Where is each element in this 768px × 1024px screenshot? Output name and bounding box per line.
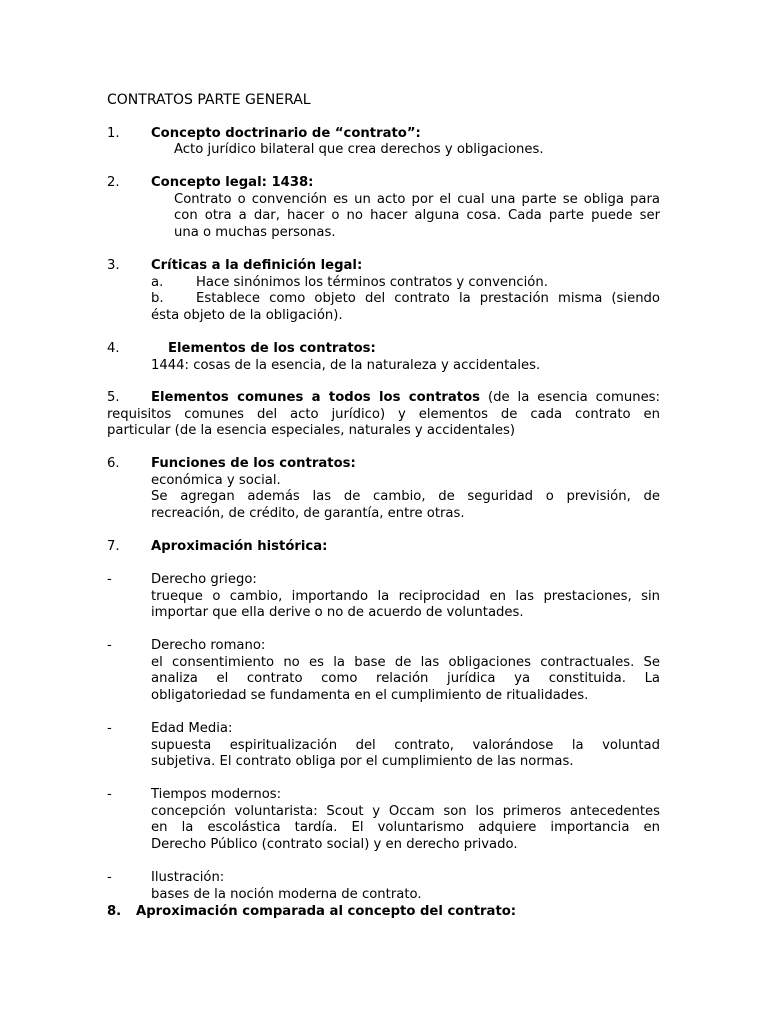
section-4-text: 1444: cosas de la esencia, de la naturaleza y accidentales. [151, 358, 541, 373]
document-title: CONTRATOS PARTE GENERAL [107, 92, 311, 108]
hist-4-dash: - [107, 870, 112, 885]
section-5-heading: Elementos comunes a todos los contratos [151, 390, 480, 405]
hist-3-dash: - [107, 787, 112, 802]
section-4-heading: Elementos de los contratos: [168, 341, 376, 356]
section-5-line-1 [151, 390, 660, 407]
hist-0-title: Derecho griego: [151, 572, 257, 587]
section-3-heading: Críticas a la definición legal: [151, 258, 363, 273]
hist-0-line-2: importar que ella derive o no de acuerdo de voluntades. [151, 605, 524, 620]
section-6-heading: Funciones de los contratos: [151, 456, 356, 471]
section-6-number: 6. [107, 456, 120, 471]
section-5-line-3: particular (de la esencia especiales, naturales y accidentales) [107, 423, 516, 438]
section-1-number: 1. [107, 126, 120, 141]
section-5-line-1-rest: (de la esencia comunes: [487, 390, 660, 405]
section-5-number: 5. [107, 390, 120, 405]
section-2-line-1: Contrato o convención es un acto por el cual una parte se obliga para [174, 192, 660, 207]
section-6-line-2: Se agregan además las de cambio, de seguridad o previsión, de [151, 489, 660, 504]
hist-3-line-1: concepción voluntarista: Scout y Occam son los primeros antecedentes [151, 804, 660, 819]
hist-1-line-3: obligatoriedad se fundamenta en el cumplimiento de ritualidades. [151, 688, 589, 703]
hist-3-line-3: Derecho Público (contrato social) y en derecho privado. [151, 837, 518, 852]
hist-3-title: Tiempos modernos: [151, 787, 282, 802]
section-1-heading: Concepto doctrinario de “contrato”: [151, 126, 421, 141]
section-1-text: Acto jurídico bilateral que crea derechos y obligaciones. [174, 142, 544, 157]
section-8-number: 8. [107, 904, 122, 919]
hist-1-dash: - [107, 638, 112, 653]
section-6-line-3: recreación, de crédito, de garantía, entre otras. [151, 506, 465, 521]
hist-2-line-2: subjetiva. El contrato obliga por el cumplimiento de las normas. [151, 754, 574, 769]
section-7-number: 7. [107, 539, 120, 554]
section-2-line-3: una o muchas personas. [174, 225, 336, 240]
section-2-number: 2. [107, 175, 120, 190]
hist-1-line-2: analiza el contrato como relación jurídica ya constituida. La [151, 671, 660, 686]
hist-3-line-2: en la escolástica tardía. El voluntarismo adquiere importancia en [151, 820, 660, 835]
section-6-line-1: económica y social. [151, 473, 281, 488]
section-3-item-b-label: b. [151, 291, 164, 306]
section-3-item-a-label: a. [151, 275, 164, 290]
hist-1-title: Derecho romano: [151, 638, 266, 653]
section-2-heading: Concepto legal: 1438: [151, 175, 314, 190]
section-3-item-b-text: Establece como objeto del contrato la prestación misma (siendo [196, 291, 660, 306]
section-3-item-b-continued: ésta objeto de la obligación). [151, 308, 343, 323]
hist-4-line-1: bases de la noción moderna de contrato. [151, 887, 422, 902]
hist-0-dash: - [107, 572, 112, 587]
hist-1-line-1: el consentimiento no es la base de las obligaciones contractuales. Se [151, 655, 660, 670]
section-5-line-2: requisitos comunes del acto jurídico) y elementos de cada contrato en [107, 407, 660, 422]
hist-2-title: Edad Media: [151, 721, 233, 736]
section-4-number: 4. [107, 341, 120, 356]
section-3-item-a-text: Hace sinónimos los términos contratos y convención. [196, 275, 548, 290]
hist-2-line-1: supuesta espiritualización del contrato, valorándose la voluntad [151, 738, 660, 753]
hist-4-title: Ilustración: [151, 870, 225, 885]
section-3-number: 3. [107, 258, 120, 273]
section-7-heading: Aproximación histórica: [151, 539, 328, 554]
hist-0-line-1: trueque o cambio, importando la reciprocidad en las prestaciones, sin [151, 589, 660, 604]
section-2-line-2: con otra a dar, hacer o no hacer alguna cosa. Cada parte puede ser [174, 208, 660, 223]
hist-2-dash: - [107, 721, 112, 736]
section-8-heading: Aproximación comparada al concepto del contrato: [136, 904, 517, 919]
